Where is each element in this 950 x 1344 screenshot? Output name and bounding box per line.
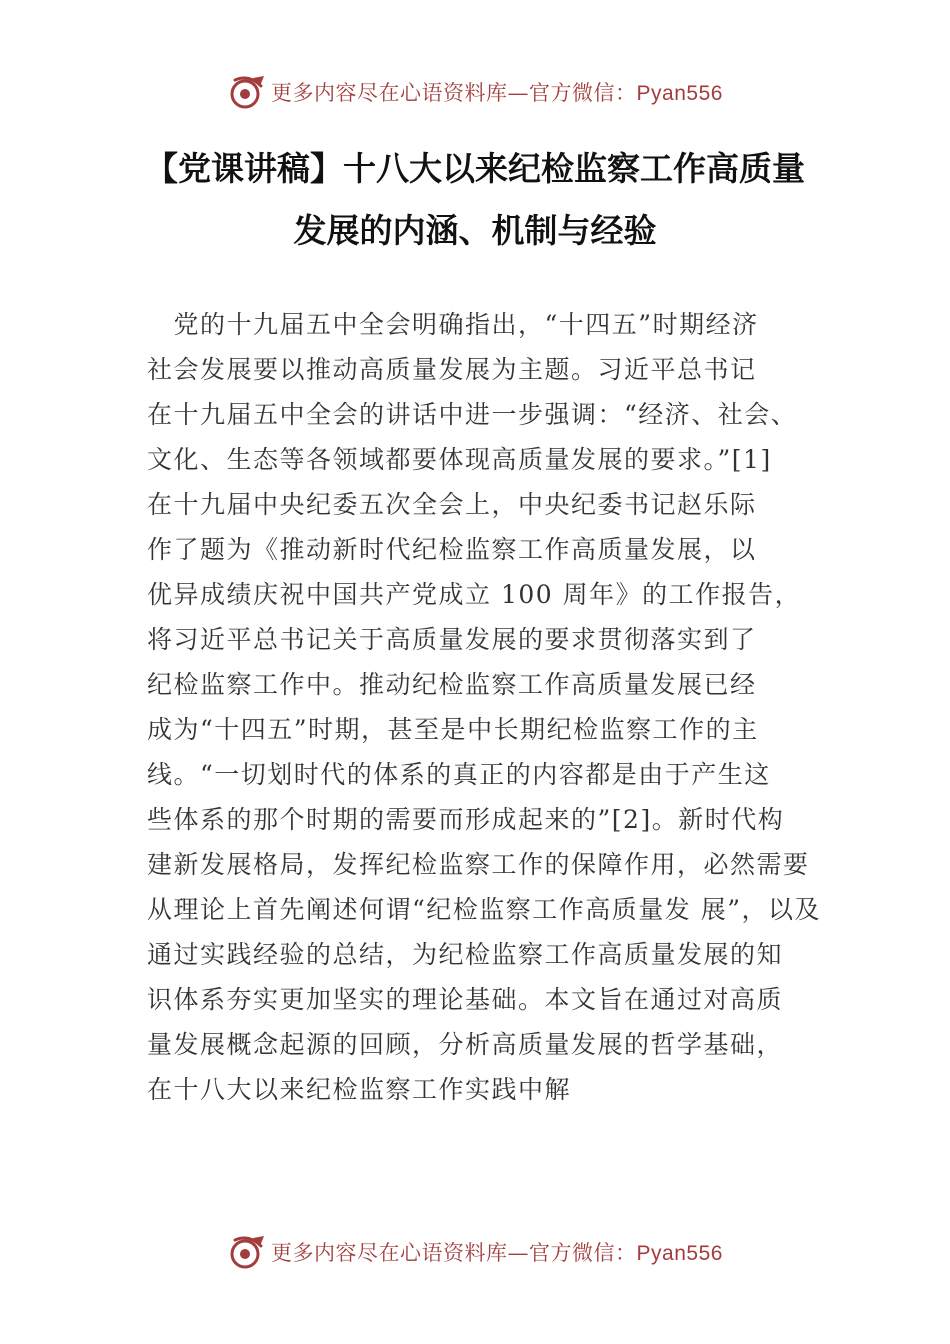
brand-logo-icon	[227, 72, 267, 112]
banner-wechat-id: Pyan556	[636, 1242, 723, 1265]
body-line: 量发展概念起源的回顾，分析高质量发展的哲学基础，	[147, 1030, 784, 1059]
body-line: 线。“一切划时代的体系的真正的内容都是由于产生这	[147, 760, 771, 789]
header-watermark-banner	[0, 70, 950, 114]
body-paragraph	[147, 302, 822, 1112]
brand-logo-icon	[227, 1232, 267, 1272]
body-line: 在十八大以来纪检监察工作实践中解	[147, 1075, 572, 1104]
body-line: 将习近平总书记关于高质量发展的要求贯彻落实到了	[147, 625, 757, 654]
body-line: 在十九届五中全会的讲话中进一步强调：“经济、社会、	[147, 400, 798, 429]
title-line-1: 【党课讲稿】十八大以来纪检监察工作高质量	[145, 149, 805, 188]
body-line: 纪检监察工作中。推动纪检监察工作高质量发展已经	[147, 670, 757, 699]
body-line: 优异成绩庆祝中国共产党成立 100 周年》的工作报告，	[147, 580, 802, 609]
footer-watermark-banner	[0, 1230, 950, 1274]
body-line: 党的十九届五中全会明确指出，“十四五”时期经济	[147, 310, 759, 339]
body-line: 在十九届中央纪委五次全会上，中央纪委书记赵乐际	[147, 490, 757, 519]
body-line: 些体系的那个时期的需要而形成起来的”[2]。新时代构	[147, 805, 785, 834]
banner-wechat-id: Pyan556	[636, 82, 723, 105]
body-line: 从理论上首先阐述何谓“纪检监察工作高质量发 展”，以及	[147, 895, 822, 924]
document-title	[60, 138, 890, 262]
body-line: 通过实践经验的总结，为纪检监察工作高质量发展的知	[147, 940, 784, 969]
body-line: 社会发展要以推动高质量发展为主题。习近平总书记	[147, 355, 757, 384]
body-line: 文化、生态等各领域都要体现高质量发展的要求。”[1]	[147, 445, 772, 474]
body-line: 成为“十四五”时期，甚至是中长期纪检监察工作的主	[147, 715, 759, 744]
banner-text	[271, 1237, 723, 1267]
body-line: 识体系夯实更加坚实的理论基础。本文旨在通过对高质	[147, 985, 784, 1014]
title-line-2: 发展的内涵、机制与经验	[293, 211, 657, 250]
body-line: 建新发展格局，发挥纪检监察工作的保障作用，必然需要	[147, 850, 810, 879]
body-line: 作了题为《推动新时代纪检监察工作高质量发展，以	[147, 535, 757, 564]
banner-text	[271, 77, 723, 107]
banner-label: 更多内容尽在心语资料库—官方微信：	[271, 81, 637, 105]
banner-label: 更多内容尽在心语资料库—官方微信：	[271, 1241, 637, 1265]
